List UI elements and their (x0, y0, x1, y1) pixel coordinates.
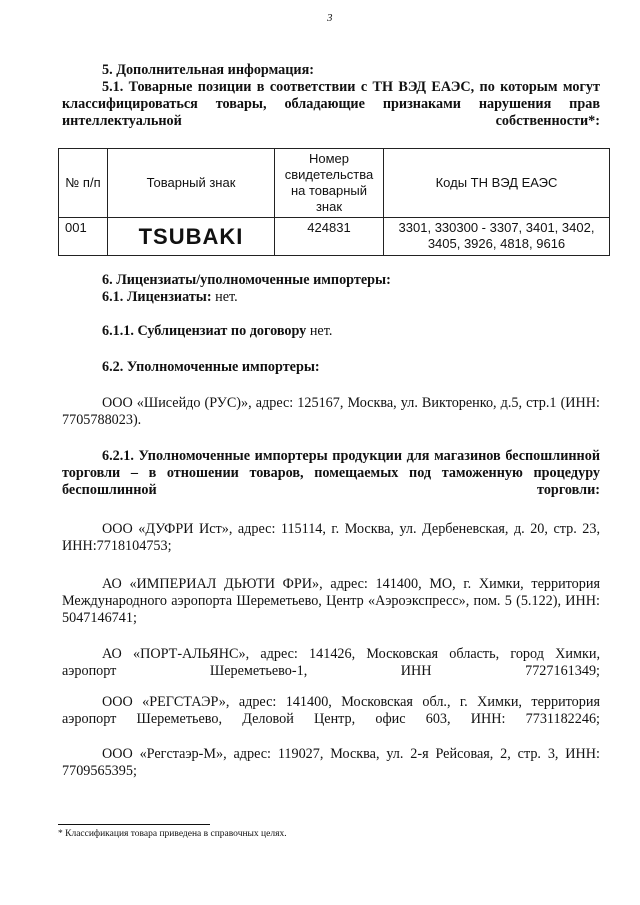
cell-number: 001 (59, 218, 108, 256)
dutyfree-importer-regstaer: ООО «РЕГСТАЭР», адрес: 141400, Московская обл., г. Химки, территория аэропорт Шереметьево, Деловой Центр, офис 603, ИНН: 7731182246; (62, 694, 600, 727)
licensees-label: 6.1. Лицензиаты: (102, 289, 212, 305)
licensees-line (102, 289, 238, 306)
col-header-trademark: Товарный знак (108, 149, 275, 218)
sublicensee-label: 6.1.1. Сублицензиат по договору (102, 323, 307, 339)
dutyfree-heading: 6.2.1. Уполномоченные импортеры продукции для магазинов беспошлинной торговли – в отношении товаров, помещаемых под таможенную процедуру беспошлинной торговли: (62, 448, 600, 498)
section-5-1-text: 5.1. Товарные позиции в соответствии с ТН ВЭД ЕАЭС, по которым могут классифицироваться товары, обладающие признаками нарушения прав интеллектуальной собственности*: (62, 79, 600, 129)
licensees-value: нет. (211, 289, 238, 305)
cell-codes: 3301, 330300 - 3307, 3401, 3402, 3405, 3926, 4818, 9616 (384, 218, 610, 256)
col-header-certificate: Номер свидетельства на товарный знак (275, 149, 384, 218)
section-5-heading: 5. Дополнительная информация: (102, 62, 314, 78)
section-6-heading: 6. Лицензиаты/уполномоченные импортеры: (102, 272, 391, 288)
sublicensee-line (102, 323, 332, 340)
importers-heading: 6.2. Уполномоченные импортеры: (102, 359, 320, 375)
importer-shiseido: ООО «Шисейдо (РУС)», адрес: 125167, Москва, ул. Викторенко, д.5, стр.1 (ИНН: 7705788023). (62, 395, 600, 428)
cell-trademark: TSUBAKI (108, 218, 275, 256)
trademark-table (58, 148, 610, 256)
col-header-codes: Коды ТН ВЭД ЕАЭС (384, 149, 610, 218)
cell-certificate: 424831 (275, 218, 384, 256)
dutyfree-importer-dufry: ООО «ДУФРИ Ист», адрес: 115114, г. Москва, ул. Дербеневская, д. 20, стр. 23, ИНН:7718104753; (62, 521, 600, 554)
footnote: * Классификация товара приведена в справочных целях. (58, 829, 287, 839)
dutyfree-importer-imperial: АО «ИМПЕРИАЛ ДЬЮТИ ФРИ», адрес: 141400, МО, г. Химки, территория Международного аэропорта Шереметьево, Центр «Аэроэкспресс», пом. 5 (5.122), ИНН: 5047146741; (62, 576, 600, 626)
table-header-row (59, 149, 610, 218)
page-number: 3 (327, 12, 333, 24)
sublicensee-value: нет. (306, 323, 333, 339)
footnote-divider (58, 824, 210, 825)
dutyfree-importer-regstaer-m: ООО «Регстаэр-М», адрес: 119027, Москва, ул. 2-я Рейсовая, 2, стр. 3, ИНН: 7709565395; (62, 746, 600, 779)
table-row (59, 218, 610, 256)
dutyfree-importer-port-alliance: АО «ПОРТ-АЛЬЯНС», адрес: 141426, Московская область, город Химки, аэропорт Шереметьево-1, ИНН 7727161349; (62, 646, 600, 679)
col-header-number: № п/п (59, 149, 108, 218)
